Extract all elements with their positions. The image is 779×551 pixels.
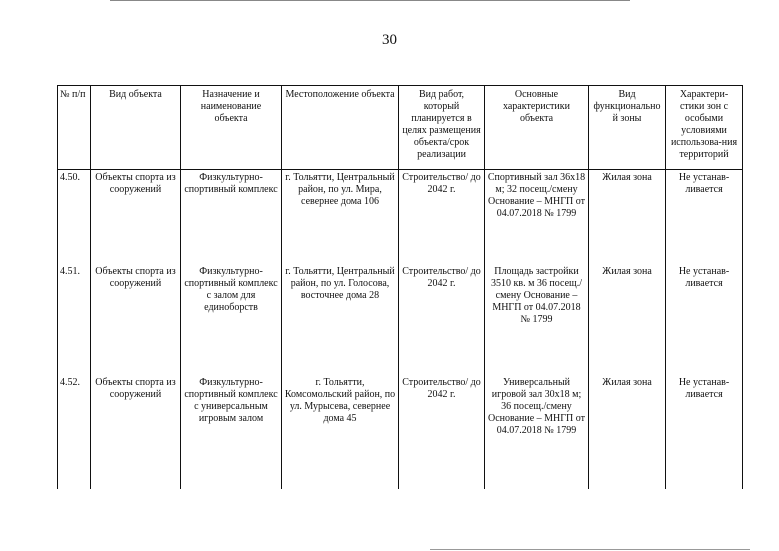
cell-works: Строительство/ до 2042 г.: [399, 260, 485, 368]
cell-purpose: Физкультурно-спортивный комплекс с залом для единоборств: [181, 260, 282, 368]
cell-works: Строительство/ до 2042 г.: [399, 368, 485, 489]
cell-location: г. Тольятти, Центральный район, по ул. Голосова, восточнее дома 28: [282, 260, 399, 368]
header-number: № п/п: [58, 86, 91, 170]
table-row: [58, 260, 743, 368]
cell-purpose: Физкультурно-спортивный комплекс с универсальным игровым залом: [181, 368, 282, 489]
table-row: [58, 368, 743, 489]
cell-number: 4.50.: [58, 170, 91, 261]
top-edge-line: [110, 0, 630, 1]
table-row: [58, 170, 743, 261]
header-characteristics: Основные характеристики объекта: [485, 86, 589, 170]
cell-special-conditions: Не устанав-ливается: [666, 260, 743, 368]
cell-special-conditions: Не устанав-ливается: [666, 368, 743, 489]
cell-location: г. Тольятти, Центральный район, по ул. Мира, севернее дома 106: [282, 170, 399, 261]
page-number: 30: [382, 32, 397, 48]
cell-location: г. Тольятти, Комсомольский район, по ул. Мурысева, севернее дома 45: [282, 368, 399, 489]
cell-zone: Жилая зона: [589, 170, 666, 261]
cell-zone: Жилая зона: [589, 260, 666, 368]
header-location: Местоположение объекта: [282, 86, 399, 170]
cell-object-type: Объекты спорта из сооружений: [91, 260, 181, 368]
objects-table: [57, 85, 743, 489]
cell-special-conditions: Не устанав-ливается: [666, 170, 743, 261]
cell-object-type: Объекты спорта из сооружений: [91, 170, 181, 261]
cell-characteristics: Площадь застройки 3510 кв. м 36 посещ./смену Основание – МНГП от 04.07.2018 № 1799: [485, 260, 589, 368]
cell-characteristics: Спортивный зал 36х18 м; 32 посещ./смену Основание – МНГП от 04.07.2018 № 1799: [485, 170, 589, 261]
header-object-type: Вид объекта: [91, 86, 181, 170]
header-works: Вид работ, который планируется в целях размещения объекта/срок реализации: [399, 86, 485, 170]
cell-number: 4.51.: [58, 260, 91, 368]
cell-characteristics: Универсальный игровой зал 30х18 м; 36 посещ./смену Основание – МНГП от 04.07.2018 № 1799: [485, 368, 589, 489]
cell-works: Строительство/ до 2042 г.: [399, 170, 485, 261]
cell-object-type: Объекты спорта из сооружений: [91, 368, 181, 489]
cell-zone: Жилая зона: [589, 368, 666, 489]
cell-purpose: Физкультурно-спортивный комплекс: [181, 170, 282, 261]
header-special-conditions: Характери-стики зон с особыми условиями использова-ния территорий: [666, 86, 743, 170]
header-zone: Вид функционально й зоны: [589, 86, 666, 170]
cell-number: 4.52.: [58, 368, 91, 489]
table-header-row: [58, 86, 743, 170]
bottom-edge-line: [430, 549, 750, 550]
header-purpose: Назначение и наименование объекта: [181, 86, 282, 170]
